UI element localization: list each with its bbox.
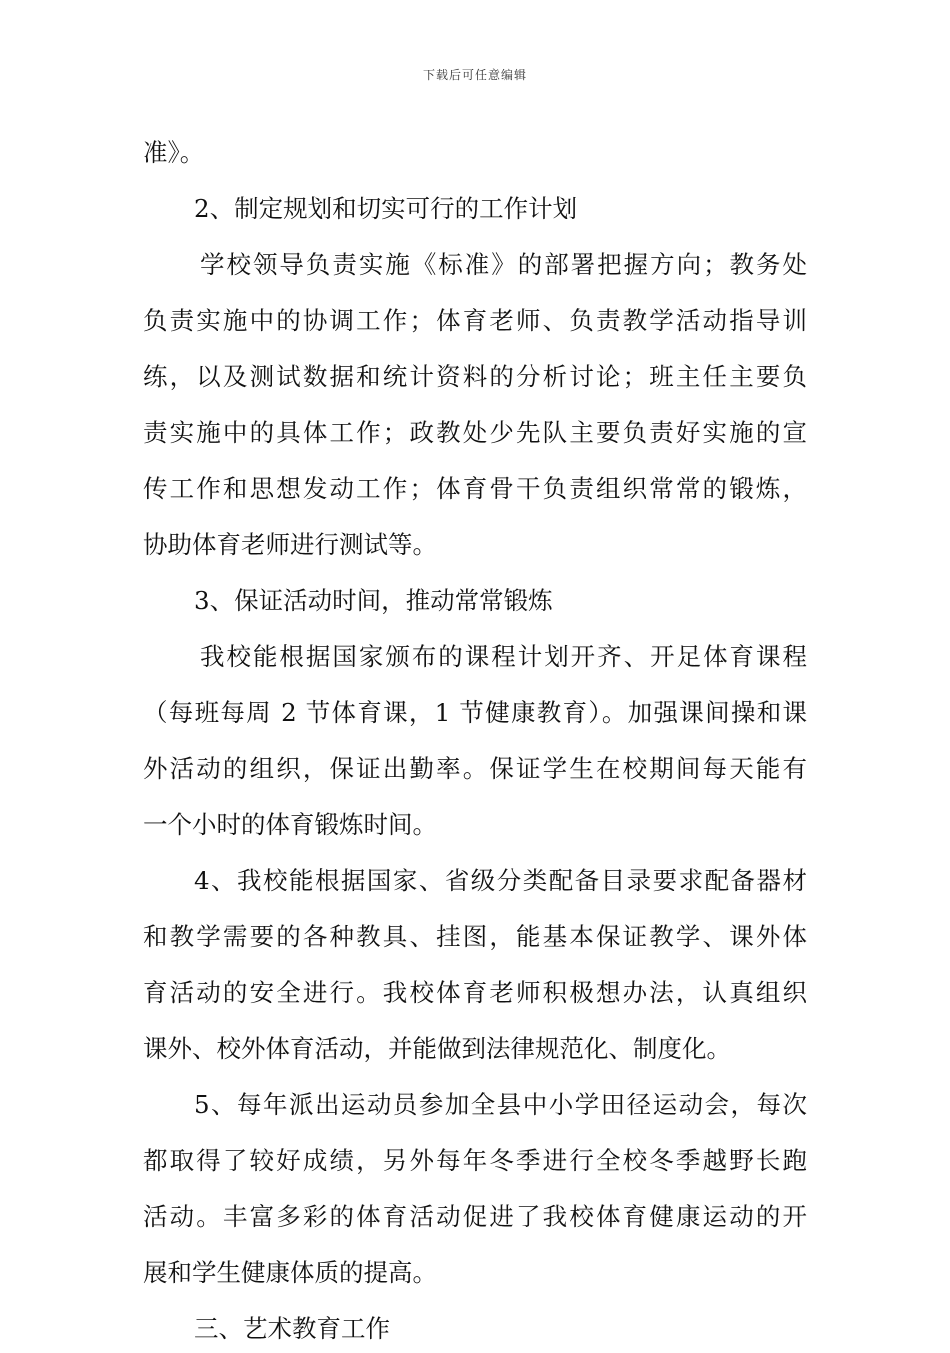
text-line: 展和学生健康体质的提高。 [143, 1258, 437, 1287]
text-line: 和教学需要的各种教具、挂图，能基本保证教学、课外体 [143, 922, 807, 951]
text-line: 5、每年派出运动员参加全县中小学田径运动会，每次 [194, 1090, 807, 1119]
text-line: 我校能根据国家颁布的课程计划开齐、开足体育课程 [200, 642, 807, 671]
text-line: 外活动的组织，保证出勤率。保证学生在校期间每天能有 [143, 754, 807, 783]
text-line: 活动。丰富多彩的体育活动促进了我校体育健康运动的开 [143, 1202, 807, 1231]
text-line: 学校领导负责实施《标准》的部署把握方向；教务处 [200, 250, 807, 279]
text-line: （每班每周 2 节体育课，1 节健康教育）。加强课间操和课 [143, 698, 807, 727]
text-line: 4、我校能根据国家、省级分类配备目录要求配备器材 [194, 866, 807, 895]
text-line: 协助体育老师进行测试等。 [143, 530, 437, 559]
text-line: 都取得了较好成绩，另外每年冬季进行全校冬季越野长跑 [143, 1146, 807, 1175]
text-line: 传工作和思想发动工作；体育骨干负责组织常常的锻炼， [143, 474, 807, 503]
text-line: 育活动的安全进行。我校体育老师积极想办法，认真组织 [143, 978, 807, 1007]
text-line: 责实施中的具体工作；政教处少先队主要负责好实施的宣 [143, 418, 807, 447]
text-line: 练，以及测试数据和统计资料的分析讨论；班主任主要负 [143, 362, 807, 391]
section-heading: 2、制定规划和切实可行的工作计划 [194, 194, 578, 223]
text-line: 准》。 [143, 138, 205, 167]
document-body [143, 128, 807, 1353]
section-heading: 三、艺术教育工作 [194, 1314, 390, 1343]
text-line: 一个小时的体育锻炼时间。 [143, 810, 437, 839]
text-line: 负责实施中的协调工作；体育老师、负责教学活动指导训 [143, 306, 807, 335]
section-heading: 3、保证活动时间，推动常常锻炼 [194, 586, 553, 615]
text-line: 课外、校外体育活动，并能做到法律规范化、制度化。 [143, 1034, 731, 1063]
page-header-note: 下载后可任意编辑 [422, 68, 527, 82]
